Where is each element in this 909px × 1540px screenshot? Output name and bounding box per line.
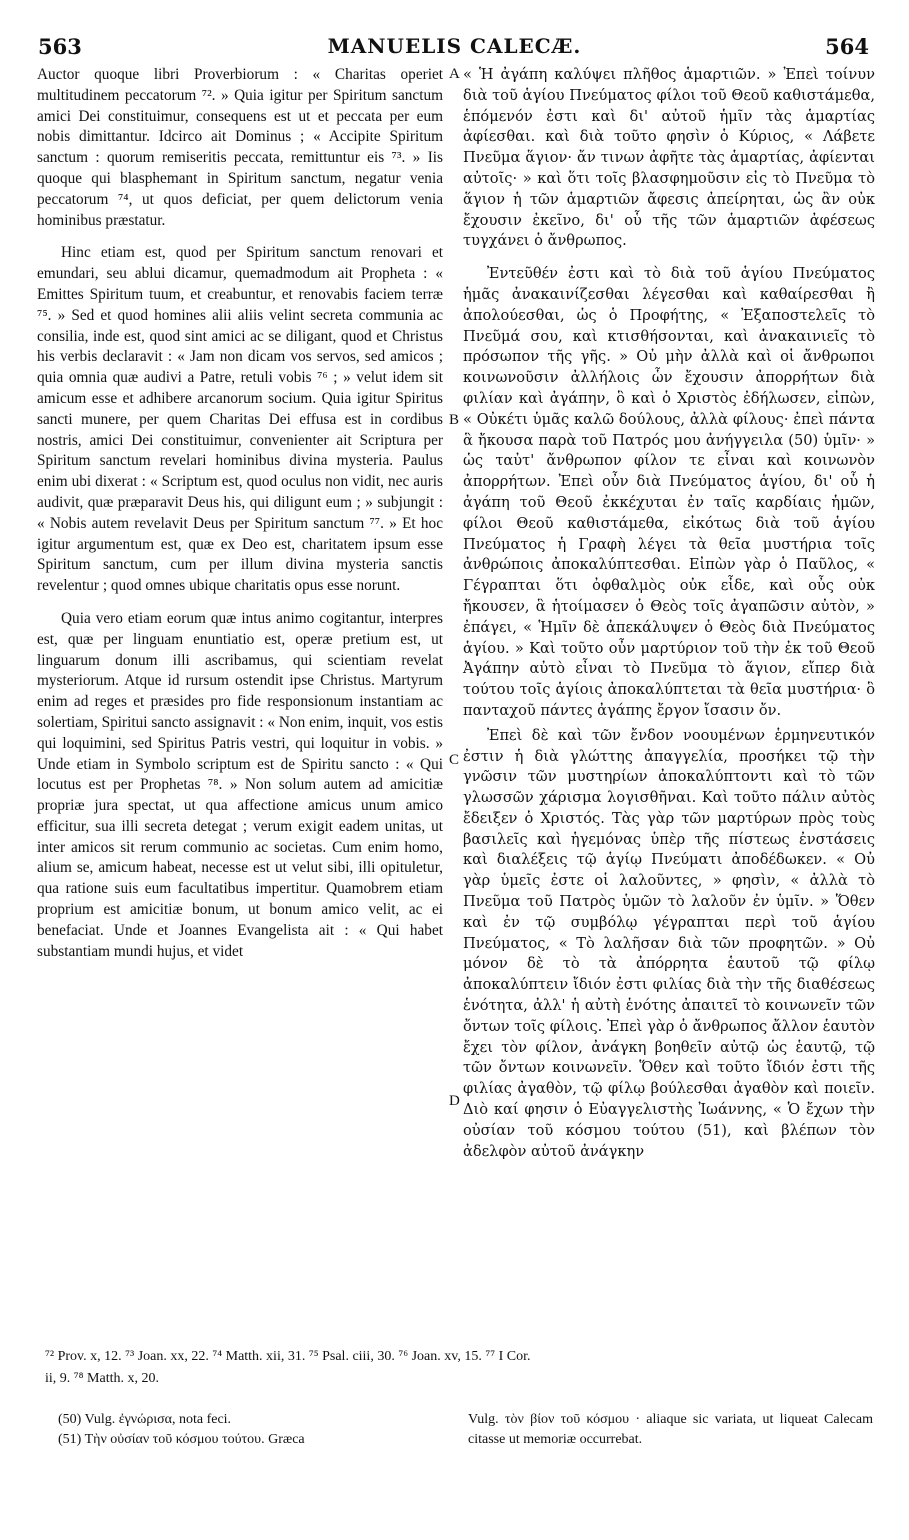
margin-letter-d: D [449, 1093, 460, 1109]
variant-notes-left [58, 1410, 458, 1450]
greek-paragraph-1: « Ἡ ἀγάπη καλύψει πλῆθος ἁμαρτιῶν. » Ἐπεὶ τοίνυν διὰ τοῦ ἁγίου Πνεύματος φίλοι τοῦ Θεοῦ καθιστάμεθα, ἑπόμενόν ἐστι καὶ δι' αὐτοῦ ἡμῖν τὰς ἁμαρτίας ἀφίεσθαι. καὶ διὰ τοῦτο φησὶν ὁ Κύριος, « Λάβετε Πνεῦμα ἅγιον· ἄν τινων ἀφῆτε τὰς ἁμαρτίας, ἀφίενται αὐτοῖς· » καὶ ὅτι τοῖς βλασφημοῦσιν εἰς τὸ Πνεῦμα τὸ ἅγιον ἡ τῶν ἁμαρτιῶν ἄφεσις ἀπείρηται, ὡς ἂν οὐκ ἔχουσιν ἐκεῖνο, δι' οὗ τῆς τῶν ἁμαρτιῶν ἀφέσεως τυγχάνει ὁ ἄνθρωπος. [463, 66, 875, 250]
variant-note-50: (50) Vulg. ἐγνώρισα, nota feci. [58, 1412, 232, 1427]
latin-paragraph-1: Auctor quoque libri Proverbiorum : « Charitas operiet multitudinem peccatorum ⁷². » Quia igitur per Spiritum sanctum amici Dei constituimur, consequens est ut et peccata per eum nobis dimittantur. Idcirco ait Dominus ; « Accipite Spiritum sanctum : quorum remiseritis peccata, remittuntur eis ⁷³. » Iis quoque qui blasphemant in Spiritum sanctum, negatur venia peccatorum ⁷⁴, ut quos deficiat, per quem delictorum venia hominibus præstatur. [37, 66, 443, 229]
margin-letter-a: A [449, 66, 460, 82]
greek-paragraph-3: Ἐπεὶ δὲ καὶ τῶν ἔνδον νοουμένων ἑρμηνευτικόν ἐστιν ἡ διὰ γλώττης ἀπαγγελία, προσήκει τῷ τὴν γνῶσιν τῶν μυστηρίων ἀποκαλύπτοντι καὶ τὸ τῶν γλωσσῶν χάρισμα λογισθῆναι. Καὶ τοῦτο πάλιν αὐτὸς ἔδειξεν ὁ Χριστός. Τὰς γὰρ τῶν μαρτύρων πρὸς τοὺς βασιλεῖς καὶ ἡγεμόνας ὑπὲρ τῆς πίστεως ἐνστάσεις καὶ διαλέξεις τῷ ἁγίῳ Πνεύματι ἀποδέδωκεν. « Οὐ γὰρ ὑμεῖς ἐστε οἱ λαλοῦντες, » φησὶν, « ἀλλὰ τὸ Πνεῦμα τοῦ Πατρὸς ὑμῶν τὸ λαλοῦν ἐν ὑμῖν. » Ὅθεν καὶ ἐν τῷ συμβόλῳ γέγραπται περὶ τοῦ ἁγίου Πνεύματος, « Τὸ λαλῆσαν διὰ τῶν προφητῶν. » Οὐ μόνον δὲ τὸ τὰ ἀπόρρητα ἑαυτοῦ τῷ φίλῳ ἀποκαλύπτειν ἴδιόν ἐστι φιλίας διὰ τὴν τῆς διαθέσεως ἑνότητα, ἀλλ' ἡ αὐτὴ ἑνότης ἀπαιτεῖ τὸ κοινωνεῖν τῶν ὄντων τοῖς φίλοις. Ἐπεὶ γὰρ ὁ ἄνθρωπος ἄλλον ἑαυτὸν ἔχει τὸν φίλον, ἀνάγκη βοηθεῖν αὐτῷ ὡς ἑαυτῷ, τῷ τῶν ὄντων κοινωνεῖν. Ὅθεν καὶ τοῦτο ἴδιόν ἐστι τῆς φιλίας ἀγαθὸν, τῷ φίλῳ βούλεσθαι ἀγαθὸν καὶ ποιεῖν. Διὸ καί φησιν ὁ Εὐαγγελιστὴς Ἰωάννης, « Ὁ ἔχων τὴν οὐσίαν τοῦ κόσμου τούτου (51), καὶ βλέπων τὸν ἀδελφὸν αὐτοῦ ἀνάγκην [463, 726, 875, 1160]
latin-column [37, 65, 443, 962]
running-title: MANUELIS CALECÆ. [327, 34, 582, 58]
footnote-line-2: ii, 9. ⁷⁸ Matth. x, 20. [45, 1371, 159, 1386]
latin-paragraph-3: Quia vero etiam eorum quæ intus animo cogitantur, interpres est, quæ per linguam enuntiatio est, operæ pretium est, ut linguarum donum illi ascribamus, qui scientiam revelat mysteriorum. Atque id rursum ostendit ipse Christus. Martyrum enim ad reges et præsides pro fide responsionum instantiam ac solertiam, Spiritui sancto assignavit : « Non enim, inquit, vos estis qui loquimini, sed Spiritus Patris vestri, qui loquitur in vobis. » Unde etiam in Symbolo scriptum est de Spiritu sancto : « Qui locutus est per Prophetas ⁷⁸. » Non solum autem ad amicitiæ propriæ jura spectat, ut qua affectione amicus unum amico efficitur, sua illi secreta detegat ; verum exigit eadem unitas, ut inter amicos sit rerum communio ac societas. Cum enim homo, alium se, amicum habeat, necesse est ut velut sibi, illi opituletur, qua ratione suis eum facultatibus impertitur. Quamobrem etiam proprium est amicitiæ bonum, ut bonum amico velit, ac ei benefaciat. Unde et Joannes Evangelista ait : « Qui habet substantiam mundi hujus, et videt [37, 609, 443, 960]
margin-letter-b: B [449, 412, 460, 428]
variant-notes-right: Vulg. τὸν βίον τοῦ κόσμου · aliaque sic variata, ut liqueat Calecam citasse ut memoriæ occurrebat. [468, 1412, 873, 1447]
page-header [0, 0, 909, 70]
latin-paragraph-2: Hinc etiam est, quod per Spiritum sanctum renovari et emundari, seu ablui dicamur, quemadmodum ait Propheta : « Emittes Spiritum tuum, et creabuntur, et renovabis faciem terræ ⁷⁵. » Sed et quod homines alii aliis velint secreta communia ac consilia, inde est, quod sint amici ac se diligant, quod et Christus his verbis declaravit : « Jam non dicam vos servos, sed amicos ; quia omnia quæ audivi a Patre, retuli vobis ⁷⁶ ; » velut idem sit amicum esse et adhibere arcanorum socium. Quia igitur Spiritus sancti munere, per quem Charitas Dei effusa est in cordibus nostris, amici Dei constituimur, convenienter ait Scriptura per Spiritum sanctum revelari hominibus divina mysteria. Paulus enim ubi dixerat : « Scriptum est, quod oculus non vidit, nec auris audivit, quæ præparavit Deus his, qui diligunt eum ; » subjungit : « Nobis autem revelavit Deus per Spiritum sanctum ⁷⁷. » Et hoc igitur argumentum est, quæ ex Deo est, charitatem ipsum esse Spiritum sanctum, cum per illum divina mysteria sanctis revelentur ; quod omnes ubique charitatis opus esse norunt. [37, 244, 443, 595]
page-number-right: 564 [825, 34, 869, 59]
variant-note-51: (51) Τὴν οὐσίαν τοῦ κόσμου τούτου. Græca [58, 1432, 305, 1447]
page-number-left: 563 [38, 34, 82, 59]
scripture-footnotes [45, 1346, 875, 1390]
margin-letter-c: C [449, 752, 460, 768]
greek-column [463, 65, 875, 1162]
greek-paragraph-2: Ἐντεῦθέν ἐστι καὶ τὸ διὰ τοῦ ἁγίου Πνεύματος ἡμᾶς ἀνακαινίζεσθαι λέγεσθαι καὶ καθαίρεσθαι ἢ ἀπολούεσθαι, ὡς ὁ Προφήτης, « Ἐξαποστελεῖς τὸ Πνεῦμά σου, καὶ κτισθήσονται, καὶ ἀνακαινιεῖς τὸ πρόσωπον τῆς γῆς. » Οὐ μὴν ἀλλὰ καὶ οἱ ἄνθρωποι κοινωνοῦσιν ἀλλήλοις ὧν ἔχουσιν ἀπορρήτων διὰ φιλίαν καὶ ἀγάπην, ὃ καὶ ὁ Χριστὸς ἐδήλωσεν, εἰπὼν, « Οὐκέτι ὑμᾶς καλῶ δούλους, ἀλλὰ φίλους· ἐπεὶ πάντα ἃ ἤκουσα παρὰ τοῦ Πατρός μου ἀνήγγειλα (50) ὑμῖν· » ὡς ταὐτ' ἄνθρωπον φίλον τε εἶναι καὶ κοινωνὸν ἀπορρήτων. Ἐπεὶ οὖν διὰ Πνεύματος ἁγίου, δι' οὗ ἡ ἀγάπη τοῦ Θεοῦ ἐκκέχυται ἐν ταῖς καρδίαις ἡμῶν, φίλοι Θεοῦ καθιστάμεθα, εἰκότως διὰ τοῦ ἁγίου Πνεύματος ἡ Γραφὴ λέγει τὰ θεῖα μυστήρια τοῖς ἀνθρώποις ἀποκαλύπτεσθαι. Εἰπὼν γὰρ ὁ Παῦλος, « Γέγραπται ὅτι ὀφθαλμὸς οὐκ εἶδε, καὶ οὖς οὐκ ἤκουσεν, ἃ ἡτοίμασεν ὁ Θεὸς τοῖς ἀγαπῶσιν αὐτὸν, » ἐπάγει, « Ἡμῖν δὲ ἀπεκάλυψεν ὁ Θεὸς διὰ Πνεύματος ἁγίου. » Καὶ τοῦτο οὖν μαρτύριον τοῦ τὴν ἐκ τοῦ Θεοῦ Ἀγάπην αὐτὸ εἶναι τὸ Πνεῦμα τὸ ἅγιον, εἴπερ διὰ τούτου τοῖς ἁγίοις ἀποκαλύπτεται τὰ θεῖα μυστήρια· ὃ πανταχοῦ πάντες ἀγάπης ἔργον ἴσασιν ὄν. [463, 265, 875, 719]
footnote-line-1: ⁷² Prov. x, 12. ⁷³ Joan. xx, 22. ⁷⁴ Matth. xii, 31. ⁷⁵ Psal. ciii, 30. ⁷⁶ Joan. xv, 15. ⁷⁷ I Cor. [45, 1349, 531, 1364]
